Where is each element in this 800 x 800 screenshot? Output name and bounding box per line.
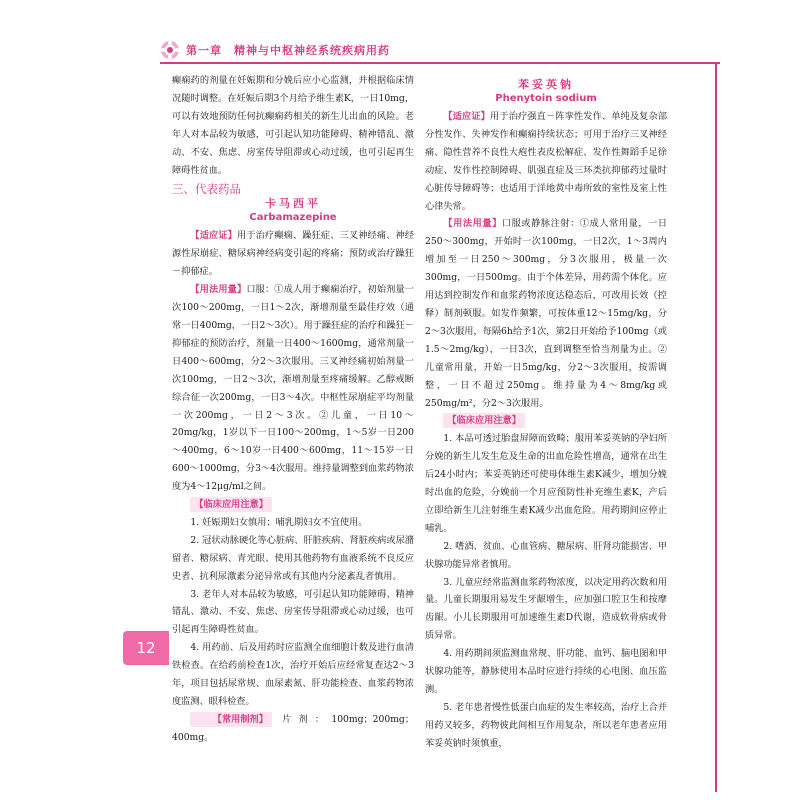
clinical-notes-tag: 【临床应用注意】 [443, 413, 525, 428]
clinical-note: 1. 本品可透过胎盘屏障而致畸；服用苯妥英钠的孕妇所分娩的新生儿发生危及生命的出血危险性增高，通常在出生后24小时内；苯妥英钠还可使母体维生素K减少，增加分娩时出血的危险，分娩前一个月应预防性补充维生素K，产后立即给新生儿注射维生素K减少出血危险。用药期间应停止哺乳。 [425, 433, 667, 534]
clinical-note: 2. 冠状动脉硬化等心脏病、肝脏疾病、肾脏疾病或尿潴留者、糖尿病、青光眼、使用其他药物有血液系统不良反应史者、抗利尿激素分泌异常或有其他内分泌紊乱者慎用。 [172, 534, 414, 582]
dosage-text: 口服或静脉注射：①成人常用量，一日250～300mg，开始时一次100mg，一日2次，1～3周内增加至一日250～300mg，分3次服用，极量一次300mg，一日500mg。由于个体差异，用药需个体化。应用达到控制发作和血浆药物浓度达稳态后，可改用长效（控释）制剂顿服。如发作频繁，可按体重12～15mg/kg，分2～3次服用，每隔6h给予1次，第2日开始给予100mg（或1.5～2mg/kg），一日3次，直到调整至恰当剂量为止。②儿童常用量，开始一日5mg/kg，分2～3次服用，按需调整，一日不超过250mg。维持量为4～8mg/kg或250mg/m²，分2～3次服用。 [425, 218, 668, 409]
section-heading: 三、代表药品 [172, 182, 241, 197]
left-column [172, 72, 414, 747]
clinical-note: 4. 用药期间须监测血常规、肝功能、血钙、脑电图和甲状腺功能等，静脉使用本品时应进行持续的心电图、血压监测。 [425, 648, 667, 695]
chapter-title: 第一章 精神与中枢神经系统疾病用药 [186, 44, 390, 57]
forms-text: 片剂：100mg；200mg；400mg。 [172, 713, 415, 743]
flower-emblem-icon [160, 40, 180, 60]
right-column [425, 78, 667, 753]
forms-paragraph [172, 711, 414, 747]
clinical-note: 2. 嗜酒、贫血、心血管病、糖尿病、肝肾功能损害、甲状腺功能异常者慎用。 [425, 540, 667, 570]
indication-paragraph [172, 227, 414, 281]
clinical-note: 4. 用药前、后及用药时应监测全血细胞计数及进行血清铁检查。在给药前检查1次，治疗开始后应经常复查达2～3年，项目包括尿常规、血尿素氮、肝功能检查、血浆药物浓度监测、眼科检查。 [172, 642, 414, 707]
running-header [160, 40, 720, 60]
indication-text: 用于治疗癫痫、躁狂症、三叉神经痛、神经源性尿崩症、糖尿病神经病变引起的疼痛；预防或治疗躁狂－抑郁症。 [172, 230, 415, 278]
dosage-tag: 【用法用量】 [190, 284, 247, 296]
header-rule [160, 62, 720, 64]
clinical-note: 1. 妊娠期妇女慎用；哺乳期妇女不宜使用。 [190, 516, 368, 528]
clinical-note: 3. 老年人对本品较为敏感，可引起认知功能障碍、精神错乱、激动、不安、焦虑、房室传导阻滞或心动过缓，也可引起再生障碍性贫血。 [172, 588, 414, 636]
indication-text: 用于治疗强直－阵挛性发作、单纯及复杂部分性发作、失神发作和癫痫持续状态；可用于治疗三叉神经痛、隐性营养不良性大疱性表皮松解症、发作性舞蹈手足徐动症、发作性控制障碍、肌强直症及三环类抗抑郁药过量时心脏传导障碍等；也适用于洋地黄中毒所致的室性及室上性心律失常。 [425, 111, 668, 212]
page-number: 12 [123, 631, 169, 665]
right-margin-rule [715, 62, 717, 792]
dosage-tag: 【用法用量】 [443, 218, 502, 230]
dosage-paragraph [172, 281, 414, 496]
dosage-text: 口服：①成人用于癫痫治疗，初始剂量一次100～200mg，一日1～2次，渐增剂量至最佳疗效（通常一日400mg，一日2～3次）。用于躁狂症的治疗和躁狂－抑郁症的预防治疗，剂量一日400～1600mg，通常剂量一日400～600mg，分2～3次服用。三叉神经痛初始剂量一次100mg，一日2～3次，渐增剂量至疼痛缓解。乙醇戒断综合征一次200mg，一日3～4次。中枢性尿崩症平均剂量一次200mg，一日2～3次。②儿童，一日10～20mg/kg，1岁以下一日100～200mg，1～5岁一日200～400mg，6～10岁一日400～600mg，11～15岁一日600～1000mg，分3～4次服用。维持量调整到血浆药物浓度为4～12μg/ml之间。 [172, 284, 415, 493]
drug-name-en: Carbamazepine [249, 212, 337, 224]
drug-name-zh: 苯妥英钠 [518, 78, 574, 91]
clinical-notes-tag: 【临床应用注意】 [190, 497, 272, 512]
indication-tag: 【适应证】 [443, 111, 491, 122]
drug-name-en: Phenytoin sodium [495, 93, 597, 104]
clinical-note: 3. 儿童应经常监测血浆药物浓度，以决定用药次数和用量。儿童长期服用易发生牙龈增生，应加强口腔卫生和按摩齿龈。小儿长期服用可加速维生素D代谢，造成软骨病或骨质异常。 [425, 576, 667, 642]
intro-paragraph: 癫痫药的剂量在妊娠期和分娩后应小心监测，并根据临床情况随时调整。在妊娠后期3个月给予维生素K，一日10mg，可以有效地预防任何抗癫痫药相关的新生儿出血的风险。老年人对本品较为敏感，可引起认知功能障碍、精神错乱、激动、不安、焦虑、房室传导阻滞或心动过缓，也可引起再生障碍性贫血。 [172, 75, 414, 176]
indication-paragraph [425, 108, 667, 215]
forms-tag: 【常用制剂】 [190, 712, 272, 727]
clinical-note: 5. 老年患者慢性低蛋白血症的发生率较高，治疗上合并用药又较多，药物彼此间相互作用复杂，所以老年患者应用苯妥英钠时须慎重， [425, 701, 667, 749]
drug-name-zh: 卡马西平 [265, 197, 321, 211]
indication-tag: 【适应证】 [190, 230, 238, 242]
dosage-paragraph [425, 215, 667, 412]
